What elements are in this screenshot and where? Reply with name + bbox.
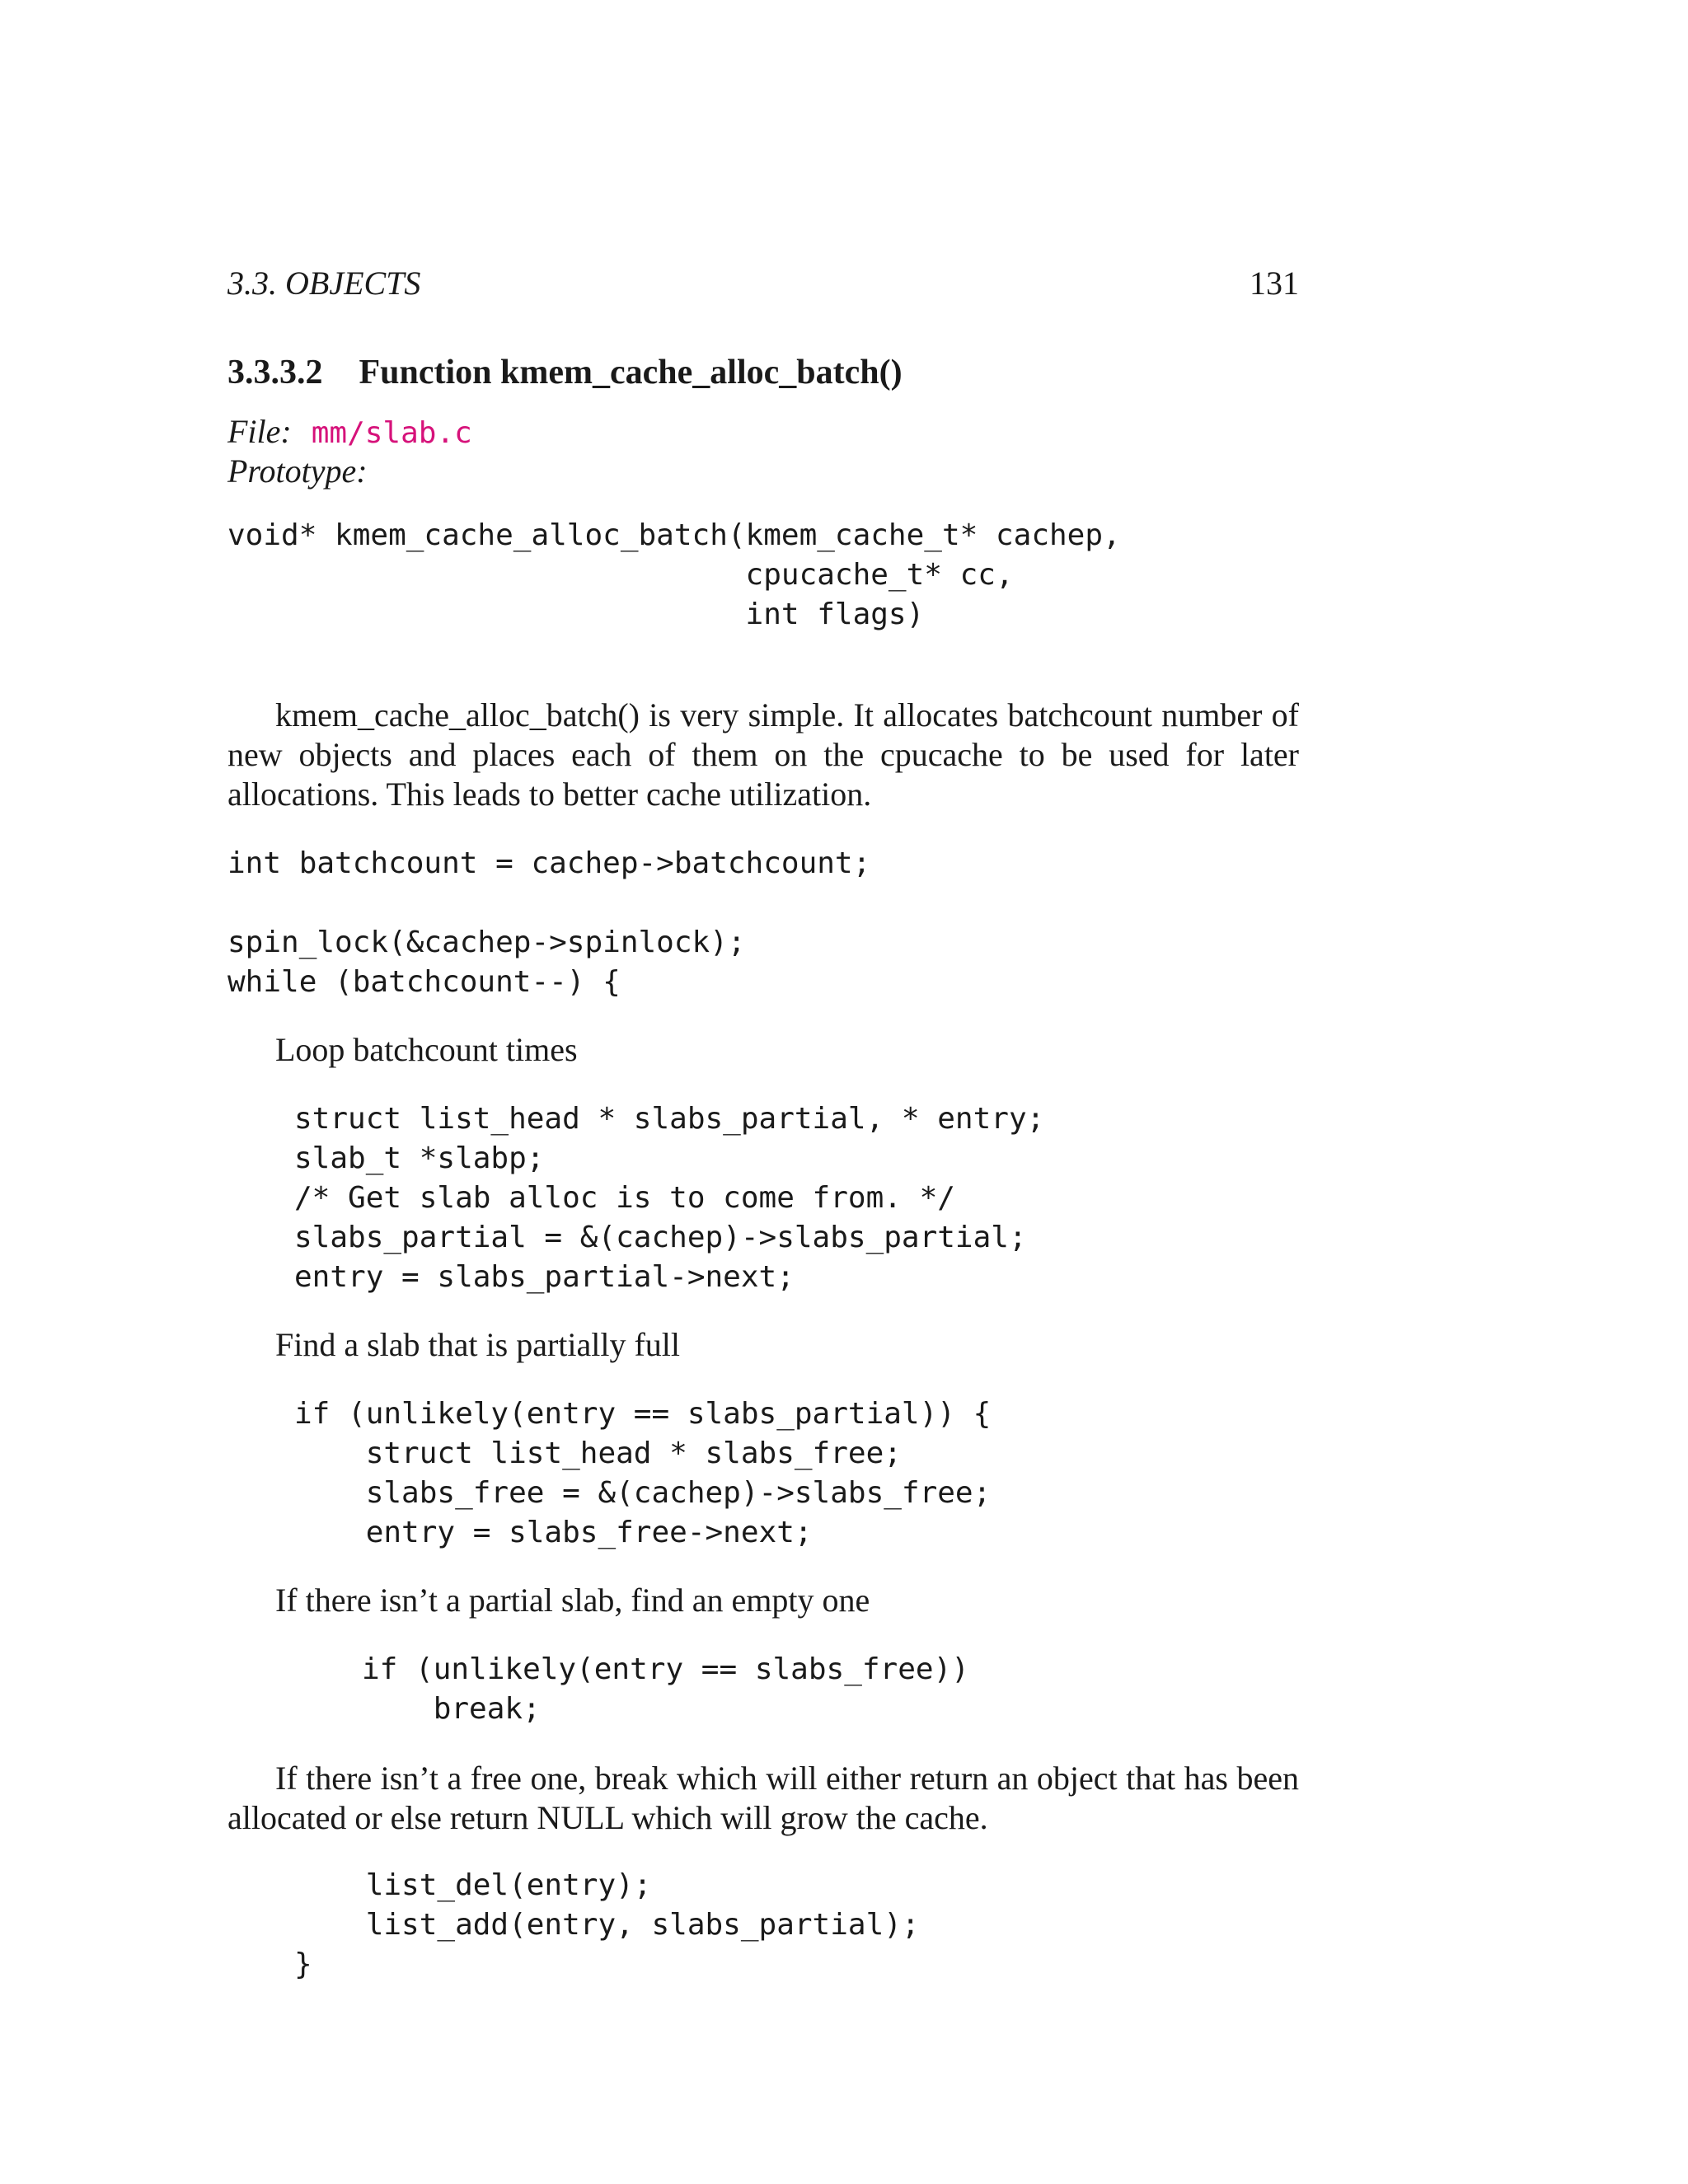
comment-4: If there isn’t a free one, break which will either return an object that has been allocated or else return NULL which will grow the cache. xyxy=(227,1760,1299,1836)
file-label: File: xyxy=(227,413,292,450)
prototype-code: void* kmem_cache_alloc_batch(kmem_cache_t* cachep, cpucache_t* cc, int flags) xyxy=(227,518,1121,631)
comment-2: Find a slab that is partially full xyxy=(275,1326,681,1363)
comment-3: If there isn’t a partial slab, find an empty one xyxy=(275,1582,870,1619)
intro-paragraph: kmem_cache_alloc_batch() is very simple. It allocates batchcount number of new objects and places each of them on the cpucache to be used for later allocations. This leads to better cache utilization. xyxy=(227,696,1299,813)
code-block-1: int batchcount = cachep->batchcount; spin_lock(&cachep->spinlock); while (batchcount--) { xyxy=(227,846,871,999)
file-line xyxy=(227,412,472,453)
code-block-2: struct list_head * slabs_partial, * entry; slab_t *slabp; /* Get slab alloc is to come from. */ slabs_partial = &(cachep)->slabs_partial; entry = slabs_partial->next; xyxy=(294,1102,1045,1294)
section-heading xyxy=(227,353,903,392)
code-block-5: list_del(entry); list_add(entry, slabs_partial); } xyxy=(294,1868,920,1981)
section-number: 3.3.3.2 xyxy=(227,354,323,391)
prototype-label: Prototype: xyxy=(227,452,368,490)
section-title: Function kmem_cache_alloc_batch() xyxy=(359,354,903,391)
code-block-4: if (unlikely(entry == slabs_free)) break; xyxy=(362,1652,969,1726)
file-path-link[interactable]: mm/slab.c xyxy=(311,416,472,450)
running-header-section: 3.3. OBJECTS xyxy=(227,265,421,302)
page-number: 131 xyxy=(1250,265,1299,302)
code-block-3: if (unlikely(entry == slabs_partial)) { struct list_head * slabs_free; slabs_free = &(cachep)->slabs_free; entry = slabs_free->next; xyxy=(294,1397,992,1549)
running-header xyxy=(227,264,1299,303)
comment-1: Loop batchcount times xyxy=(275,1031,578,1068)
